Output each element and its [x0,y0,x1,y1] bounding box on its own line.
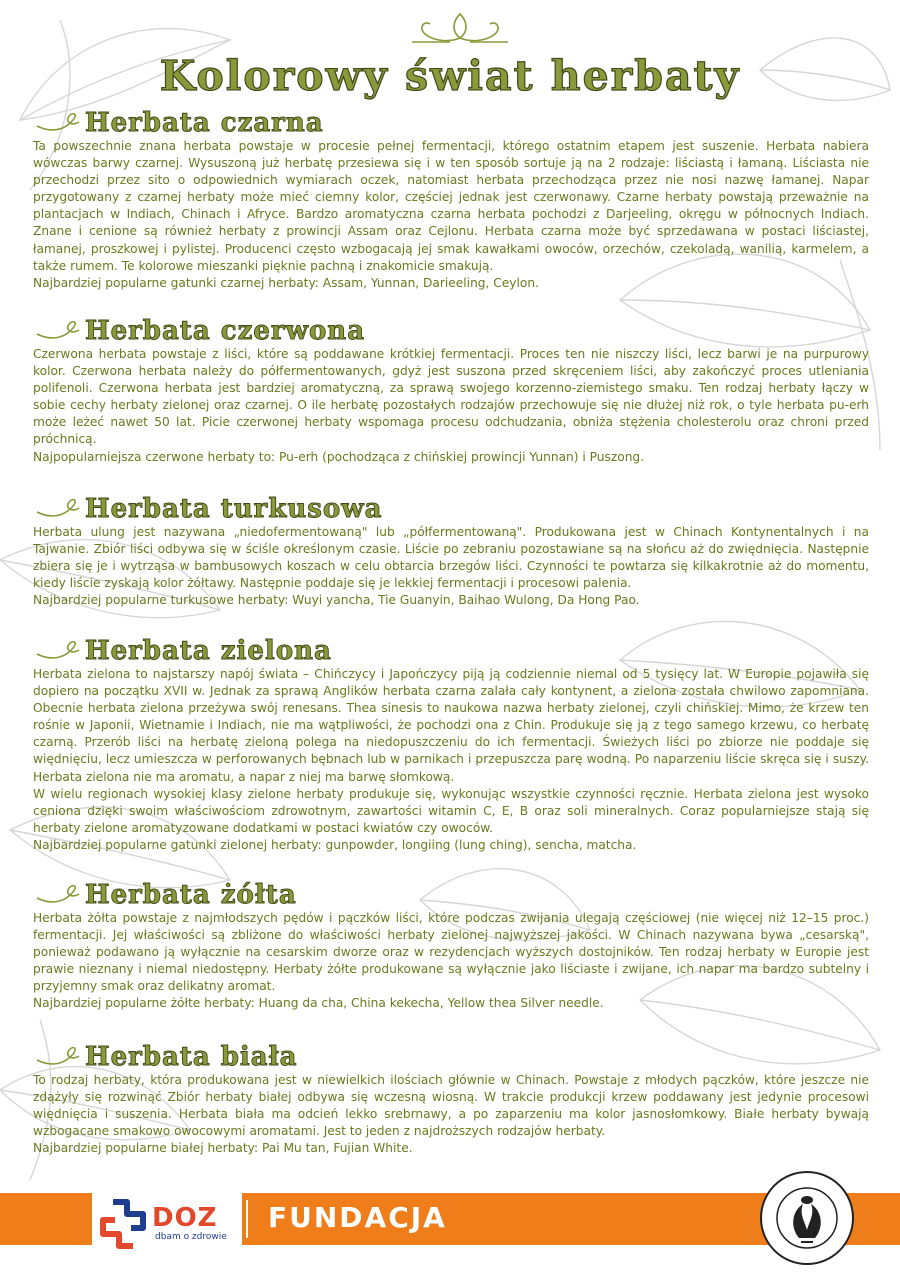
museum-seal-icon [759,1170,855,1266]
footer-divider [246,1200,248,1238]
section-heading-row [35,636,869,666]
section-heading-row [35,494,869,524]
section-title: Herbata turkusowa [85,494,383,524]
swirl-ornament-icon [35,112,83,134]
section-title: Herbata czarna [85,108,324,138]
paragraph: Herbata zielona to najstarszy napój świata – Chińczycy i Japończycy piją ją codziennie niemal od 5 tysięcy lat. W Europie pojawiła się dopiero na początku XVII w. Jednak za sprawą Anglików herbata czarna zalała cały kontynent, a zielona została chwilowo zapomniana. Obecnie herbata zielona przeżywa swój renesans. Thea sinesis to naukowa nazwa herbaty zielonej, czyli chińskiej. Mimo, że krzew ten rośnie w Japonii, Wietnamie i Indiach, nie ma wątpliwości, że pochodzi ona z Chin. Produkuje się ją z tego samego krzewu, co herbatę czarną. Przerób liści na herbatę zieloną polega na niedopuszczeniu do ich fermentacji. Świeżych liści po zbiorze nie poddaje się więdnięciu, lecz umieszcza w perforowanych bębnach lub w parnikach i przepuszcza parę wodną. Po naparzeniu liście skręca się i suszy. Herbata zielona nie ma aromatu, a napar z niej ma barwę słomkową. [33,667,869,784]
section-oolong-tea [33,494,869,609]
section-text [33,666,869,854]
paragraph: Herbata żółta powstaje z najmłodszych pędów i pączków liści, które podczas zwijania ulegają częściowej (nie więcej niż 12–15 proc.) fermentacji. Jej właściwości są zbliżone do właściwości herbaty zielonej najwyższej jakości. W Chinach nazywana bywa „cesarską", ponieważ podawano ją wyłącznie na cesarskim dworze oraz w rezydencjach wyższych dostojników. Ten rodzaj herbaty w Europie jest prawie nieznany i niemal niedostępny. Herbaty żółte produkowane są wyłącznie jako liściaste i zwijane, ich napar ma bardzo subtelny i przyjemny smak oraz delikatny aromat. [33,911,869,994]
paragraph: Najbardziej popularne gatunki czarnej herbaty: Assam, Yunnan, Darieeling, Ceylon. [33,275,539,290]
doz-logo-tagline: dbam o zdrowie [155,1232,227,1242]
section-title: Herbata żółta [85,880,297,910]
section-heading-row [35,880,869,910]
section-text [33,1072,869,1157]
section-text [33,346,869,466]
section-red-tea [33,316,869,466]
section-green-tea [33,636,869,854]
paragraph: W wielu regionach wysokiej klasy zielone herbaty produkuje się, wykonując wszystkie czynności ręcznie. Herbata zielona jest wysoko ceniona dzięki swoim właściwościom zdrowotnym, zawartości witamin C, E, B oraz soli mineralnych. Coraz popularniejsze stają się herbaty zielone aromatyzowane dodatkami w postaci kwiatów czy owoców. [33,786,869,835]
swirl-ornament-icon [35,884,83,906]
section-white-tea [33,1042,869,1157]
paragraph: Najbardziej popularne żółte herbaty: Huang da cha, China kekecha, Yellow thea Silver needle. [33,996,604,1011]
paragraph: Najbardziej popularne gatunki zielonej herbaty: gunpowder, longiing (lung ching), sencha, matcha. [33,837,637,852]
section-title: Herbata czerwona [85,316,366,346]
section-black-tea [33,108,869,292]
swirl-ornament-icon [35,320,83,342]
paragraph: Najpopularniejsza czerwone herbaty to: Pu-erh (pochodząca z chińskiej prowincji Yunnan) i Puszong. [33,449,645,464]
swirl-ornament-icon [35,498,83,520]
page-title: Kolorowy świat herbaty [159,52,741,100]
fundacja-label: FUNDACJA [268,1201,447,1234]
swirl-ornament-icon [35,640,83,662]
section-heading-row [35,108,869,138]
paragraph: To rodzaj herbaty, która produkowana jest w niewielkich ilościach głównie w Chinach. Powstaje z młodych pączków, które jeszcze nie zdążyły się rozwinąć Zbiór herbaty białej odbywa się wczesną wiosną. W trakcie produkcji krzew poddawany jest jedynie procesowi więdnięcia i suszenia. Herbata biała ma odcień lekko srebrnawy, a po zaparzeniu ma kolor jasnosłomkowy. Białe herbaty bywają wzbogacane smakowo owocowymi aromatami. Jest to jeden z najdroższych rodzajów herbaty. [33,1073,869,1139]
section-title: Herbata biała [85,1042,298,1072]
swirl-ornament-icon [35,1046,83,1068]
section-text [33,524,869,609]
section-text [33,138,869,292]
doz-logo-word: DOZ [152,1203,218,1233]
section-heading-row [35,316,869,346]
section-heading-row [35,1042,869,1072]
doz-cross-icon [97,1198,149,1250]
section-yellow-tea [33,880,869,1013]
section-text [33,910,869,1013]
paragraph: Czerwona herbata powstaje z liści, które są poddawane krótkiej fermentacji. Proces ten nie niszczy liści, lecz barwi je na purpurowy kolor. Czerwona herbata należy do półfermentowanych, gdyż jest suszona przed skręceniem liści, aby zakończyć proces utleniania polifenoli. Czerwona herbata jest bardziej aromatyczną, za sprawą swojego korzenno-ziemistego smaku. Ten rodzaj herbaty łączy w sobie cechy herbaty zielonej oraz czarnej. O ile herbatę pozostałych rodzajów przechowuje się nie dłużej niż rok, o tyle herbata pu-erh może leżeć nawet 50 lat. Picie czerwonej herbaty wspomaga procesu odchudzania, obniża stężenia cholesterolu oraz chroni przed próchnicą. [33,347,869,447]
paragraph: Najbardziej popularne turkusowe herbaty: Wuyi yancha, Tie Guanyin, Baihao Wulong, Da Hong Pao. [33,593,640,608]
section-title: Herbata zielona [85,636,332,666]
paragraph: Najbardziej popularne białej herbaty: Pai Mu tan, Fujian White. [33,1141,413,1156]
paragraph: Herbata ulung jest nazywana „niedofermentowaną" lub „półfermentowaną". Produkowana jest w Chinach Kontynentalnych i na Tajwanie. Zbiór liści odbywa się w ściśle określonym czasie. Liście po zebraniu pozostawiane są na słońcu aż do zwiędnięcia. Następnie zbiera się je i wytrząsa w bambusowych koszach w celu obtarcia brzegów liści. Czynności te powtarza się kilkakrotnie aż do momentu, kiedy liście zyskają kolor żółtawy. Następnie poddaje się je lekkiej fermentacji i procesowi palenia. [33,525,869,591]
top-ornament-icon [410,8,510,48]
paragraph: Ta powszechnie znana herbata powstaje w procesie pełnej fermentacji, którego ostatnim etapem jest suszenie. Herbata nabiera wówczas barwy czarnej. Wysuszoną już herbatę przesiewa się i w ten sposób sortuje ją na 2 rodzaje: liściastą i łamaną. Liściasta nie przechodzi przez sito o odpowiednich wymiarach oczek, natomiast herbata przechodząca przez nie nosi nazwę łamanej. Napar przygotowany z czarnej herbaty może mieć ciemny kolor, częściej jednak jest czerwonawy. Czarne herbaty powstają przeważnie na plantacjach w Indiach, Chinach i Afryce. Bardzo aromatyczna czarna herbata pochodzi z Darjeeling, okręgu w północnych Indiach. Znane i cenione są również herbaty z prowincji Assam oraz Cejlonu. Herbata czarna może być sprzedawana w postaci liściastej, łamanej, proszkowej i pylistej. Producenci często wzbogacają jej smak kawałkami owoców, orzechów, czekoladą, wanilią, karmelem, a także rumem. Te kolorowe mieszanki pięknie pachną i znakomicie smakują. [33,139,869,273]
